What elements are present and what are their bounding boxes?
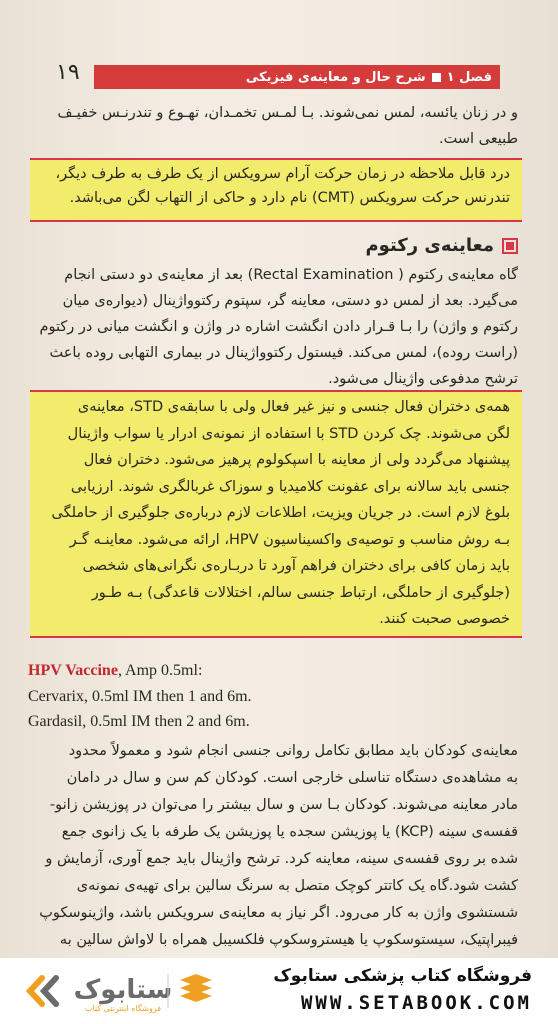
highlight-box-adolescents [30,390,522,638]
page-number: ١٩ [56,60,80,85]
shop-url[interactable]: WWW.SETABOOK.COM [300,992,532,1014]
text-line: و در زنان یائسه، لمس نمی‌شوند. بـا لمـس تخمـدان، تهـوع و تندرنـس خفیـف [57,105,518,121]
text-line: پیشنهاد می‌گردد ولی از معاینه با اسپکولوم پرهیز می‌شود. دختران فعال [83,452,510,468]
vaccine-cervarix: Cervarix, 0.5ml IM then 1 and 6m. [28,688,252,705]
text-line: طبیعی است. [438,131,518,147]
text-line: قفسه‌ی سینه (KCP) یا پوزیشن سجده یا پوزیشن یک طرفه با یک زانوی جمع [61,824,518,840]
text-line: درد قابل ملاحظه در زمان حرکت آرام سرویکس از یک طرف به طرف دیگر، [55,166,510,182]
text-line: تندرنس حرکت سرویکس (CMT) نام دارد و حاکی از التهاب لگن می‌باشد. [69,190,510,206]
text-line: به مشاهده‌ی دستگاه تناسلی خارجی است. کودکان کم سن و سال در دامان [66,770,518,786]
text-line: همه‌ی دختران فعال جنسی و نیز غیر فعال ولی با سابقه‌ی STD، معاینه‌ی [77,399,510,415]
logo-wordmark: ستابوک [73,975,173,1005]
chapter-bar [94,65,500,89]
text-line: لگن می‌شوند. چک کردن STD با استفاده از نمونه‌ی ادرار یا سواب واژینال [67,425,510,442]
text-line: جنسی باید سالانه برای عفونت کلامیدیا و سوزاک غربالگری شوند. ارزیابی [70,478,510,495]
vaccine-title-line [28,662,202,680]
page-header [40,58,500,92]
chevron-icon [30,978,56,1004]
vaccine-title: HPV Vaccine [28,662,118,679]
text-line: شده بر روی قفسه‌ی سینه، معاینه کرد. ترشح واژینال باید جمع آوری، آزمایش و [45,851,518,867]
logo-subtitle: فروشگاه اینترنتی کتاب [84,1004,162,1013]
text-line: معاینه‌ی کودکان باید مطابق تکامل روانی جنسی انجام شود و معمولاً محدود [68,743,518,759]
children-paragraph [26,738,518,954]
setabook-logo[interactable] [18,968,218,1014]
vaccine-title-rest: , Amp 0.5ml: [117,662,203,679]
square-bullet-icon [432,73,441,82]
text-line: (جلوگیری از حاملگی، ارتباط جنسی سالم، اختلالات قاعدگی) بـه طـور [91,584,510,601]
text-line: (راست روده)، لمس می‌کند. فیستول رکتوواژینال در بیماری التهابی روده باعث [49,345,518,361]
rectal-paragraph [26,262,518,392]
text-line: خصوصی صحبت کنند. [379,611,510,627]
text-line: بلوغ لازم است. در جریان ویزیت، اطلاعات لازم درباره‌ی جلوگیری از حاملگی [51,505,510,521]
square-bullet-icon [502,238,518,254]
section-heading [365,235,518,256]
text-line: کشت شود.گاه یک کاتتر کوچک متصل به سرنگ سالین برای تهیه‌ی نمونه‌ی [76,878,518,894]
text-line: ترشح مدفوعی واژینال می‌شود. [328,371,518,387]
intro-paragraph [26,100,518,152]
chapter-label: فصل ۱ [446,69,492,85]
book-stack-icon [180,974,212,1002]
text-line: باید زمان کافی برای دختران فراهم آورد تا دربـاره‌ی نگرانی‌های شخصی [82,558,510,574]
text-line: بـه روش مناسب و توصیه‌ی واکسیناسیون HPV، ارائه می‌شود. معاینـه گـر [69,531,510,548]
text-line: فیبراپتیک، سیستوسکوپ یا هیستروسکوپ فلکسیبل همراه با لاواش سالین به [59,932,518,948]
vaccine-gardasil: Gardasil, 0.5ml IM then 2 and 6m. [28,713,250,730]
text-line: رکتوم و واژن) را بـا قـرار دادن انگشت اشاره در واژن و انگشت میانی در رکتوم [39,319,518,335]
text-line: گاه معاینه‌ی رکتوم ( Rectal Examination) بعد از معاینه‌ی دو دستی انجام [64,267,518,283]
text-line: می‌گیرد. بعد از لمس دو دستی، معاینه گر، سپتوم رکتوواژینال (دیواره‌ی میان [62,293,518,309]
section-heading-text: معاینه‌ی رکتوم [365,235,494,256]
shop-title: فروشگاه کتاب پزشکی ستابوک [273,966,532,986]
highlight-box-cmt [30,158,522,222]
watermark-footer [0,958,558,1024]
chapter-title: شرح حال و معاینه‌ی فیزیکی [245,69,426,85]
text-line: مادر معاینه می‌شوند. کودکان بـا سن و سال بیشتر را می‌توان در پوزیشن زانو- [49,797,518,813]
text-line: شستشوی واژن به کار می‌رود. اگر نیاز به معاینه‌ی سرویکس باشد، واژینوسکوپ [39,905,518,921]
